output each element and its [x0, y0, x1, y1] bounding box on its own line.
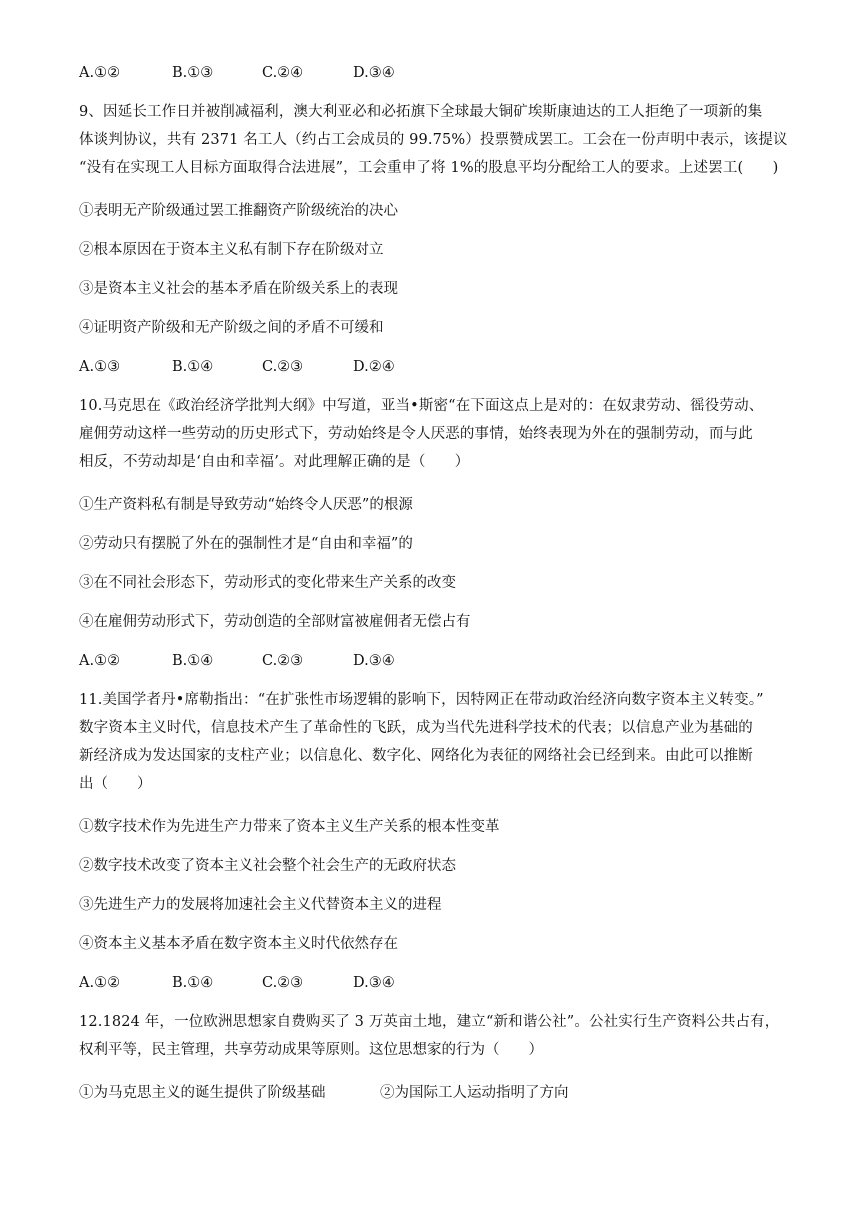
q10-option-1: ①生产资料私有制是导致劳动“始终令人厌恶”的根源: [79, 497, 413, 513]
q10-stem-line: 雇佣劳动这样一些劳动的历史形式下，劳动始终是令人厌恶的事情，始终表现为外在的强制劳动，而与此: [79, 426, 753, 442]
q9-choice-a: A.①③: [79, 359, 121, 375]
q9-choice-d: D.②④: [353, 359, 395, 375]
q11-stem-line: 新经济成为发达国家的支柱产业；以信息化、数字化、网络化为表征的网络社会已经到来。由此可以推断: [79, 748, 753, 764]
q11-choice-a: A.①②: [79, 975, 121, 991]
q9-option-1: ①表明无产阶级通过罢工推翻资产阶级统治的决心: [79, 203, 398, 219]
q10-choices: [79, 651, 433, 671]
q10-option-3: ③在不同社会形态下，劳动形式的变化带来生产关系的改变: [79, 575, 456, 591]
q11-choice-d: D.③④: [353, 975, 395, 991]
q8-choice-a: A.①②: [79, 65, 121, 81]
q11-stem-line: 11.美国学者丹•席勒指出：“在扩张性市场逻辑的影响下，因特网正在带动政治经济向数字资本主义转变。”: [79, 692, 764, 708]
q9-option-3: ③是资本主义社会的基本矛盾在阶级关系上的表现: [79, 281, 398, 297]
q12-options-row: [79, 1083, 569, 1103]
q9-choice-b: B.①④: [172, 359, 214, 375]
q11-option-1: ①数字技术作为先进生产力带来了资本主义生产关系的根本性变革: [79, 819, 500, 835]
q11-stem-line: 数字资本主义时代，信息技术产生了革命性的飞跃，成为当代先进科学技术的代表；以信息产业为基础的: [79, 720, 753, 736]
q11-choices: [79, 973, 433, 993]
q11-option-3: ③先进生产力的发展将加速社会主义代替资本主义的进程: [79, 897, 442, 913]
q11-option-2: ②数字技术改变了资本主义社会整个社会生产的无政府状态: [79, 858, 456, 874]
q9-choice-c: C.②③: [262, 359, 304, 375]
q10-option-2: ②劳动只有摆脱了外在的强制性才是“自由和幸福”的: [79, 536, 413, 552]
q12-option-1: ①为马克思主义的诞生提供了阶级基础: [79, 1085, 326, 1101]
q9-stem-line: “没有在实现工人目标方面取得合法进展”，工会重申了将 1%的股息平均分配给工人的要求。上述罢工( ): [79, 160, 779, 176]
q9-stem-line: 体谈判协议，共有 2371 名工人（约占工会成员的 99.75%）投票赞成罢工。工会在一份声明中表示，该提议: [79, 132, 788, 148]
q12-stem-line: 12.1824 年，一位欧洲思想家自费购买了 3 万英亩土地，建立“新和谐公社”。公社实行生产资料公共占有，: [79, 1014, 780, 1030]
q8-choice-d: D.③④: [353, 65, 395, 81]
q10-stem-line: 相反，不劳动却是‘自由和幸福’。对此理解正确的是（ ）: [79, 454, 470, 470]
q11-stem-line: 出（ ）: [79, 776, 152, 792]
q10-choice-a: A.①②: [79, 653, 121, 669]
q12-option-2: ②为国际工人运动指明了方向: [380, 1085, 569, 1101]
q10-choice-d: D.③④: [353, 653, 395, 669]
q12-stem-line: 权利平等，民主管理，共享劳动成果等原则。这位思想家的行为（ ）: [79, 1042, 543, 1058]
q10-choice-c: C.②③: [262, 653, 304, 669]
q11-option-4: ④资本主义基本矛盾在数字资本主义时代依然存在: [79, 936, 398, 952]
q9-option-2: ②根本原因在于资本主义私有制下存在阶级对立: [79, 242, 384, 258]
q8-choice-c: C.②④: [262, 65, 304, 81]
q11-choice-c: C.②③: [262, 975, 304, 991]
q11-choice-b: B.①④: [172, 975, 214, 991]
q9-stem-line: 9、因延长工作日并被削减福利，澳大利亚必和必拓旗下全球最大铜矿埃斯康迪达的工人拒绝了一项新的集: [79, 104, 763, 120]
q8-choice-b: B.①③: [172, 65, 214, 81]
q9-option-4: ④证明资产阶级和无产阶级之间的矛盾不可缓和: [79, 320, 384, 336]
q10-choice-b: B.①④: [172, 653, 214, 669]
q10-option-4: ④在雇佣劳动形式下，劳动创造的全部财富被雇佣者无偿占有: [79, 614, 471, 630]
q8-choices: [79, 63, 433, 83]
q9-choices: [79, 357, 433, 377]
q10-stem-line: 10.马克思在《政治经济学批判大纲》中写道，亚当•斯密“在下面这点上是对的：在奴隶劳动、徭役劳动、: [79, 398, 764, 414]
